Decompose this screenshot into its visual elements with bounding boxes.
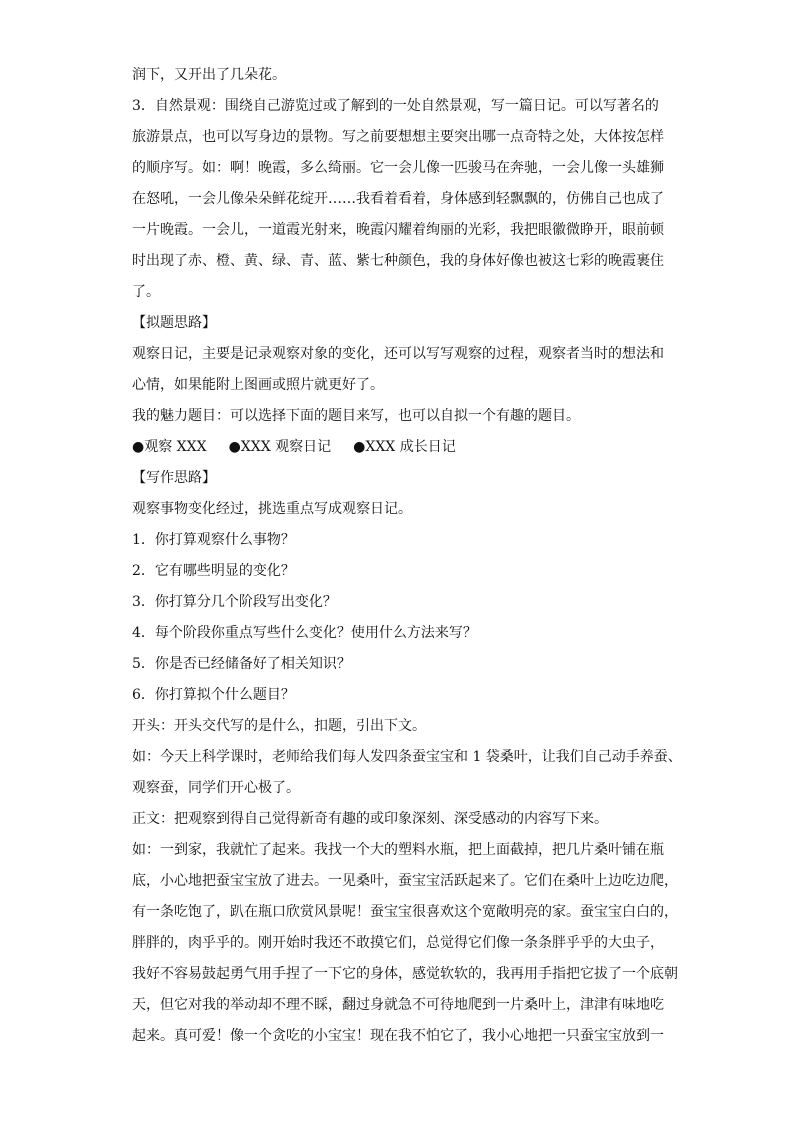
text-line: 了。	[132, 284, 160, 300]
paragraph	[132, 60, 672, 91]
document-page	[132, 60, 682, 1052]
paragraph	[132, 804, 672, 835]
text-line: 如：今天上科学课时，老师给我们每人发四条蚕宝宝和 1 袋桑叶，让我们自己动手养蚕、	[132, 749, 682, 765]
text-line: 观察蚕，同学们开心极了。	[132, 780, 300, 796]
text-line: 6．你打算拟个什么题目？	[132, 687, 295, 703]
text-line: 的顺序写。如：啊！晚霞，多么绮丽。它一会儿像一匹骏马在奔驰，一会儿像一头雄狮	[132, 160, 664, 176]
text-line: 开头：开头交代写的是什么，扣题，引出下文。	[132, 718, 426, 734]
text-line: 4．每个阶段你重点写些什么变化？使用什么方法来写？	[132, 625, 477, 641]
text-line: 2．它有哪些明显的变化？	[132, 563, 295, 579]
text-line: 胖胖的，肉乎乎的。刚开始时我还不敢摸它们，总觉得它们像一条条胖乎乎的大虫子，	[132, 935, 664, 951]
paragraph	[132, 91, 672, 308]
text-line: 【拟题思路】	[132, 315, 216, 331]
text-line: 观察事物变化经过，挑选重点写成观察日记。	[132, 501, 412, 517]
text-line: 我好不容易鼓起勇气用手捏了一下它的身体，感觉软软的，我再用手指把它拔了一个底朝	[132, 966, 678, 982]
paragraph	[132, 835, 678, 1052]
text-line: 有一条吃饱了，趴在瓶口欣赏风景呢！蚕宝宝很喜欢这个宽敞明亮的家。蚕宝宝白白的，	[132, 904, 678, 920]
paragraph	[132, 711, 672, 742]
paragraph	[132, 587, 672, 618]
text-line: 5．你是否已经储备好了相关知识？	[132, 656, 351, 672]
paragraph	[132, 556, 672, 587]
paragraph	[132, 618, 672, 649]
text-line: 【写作思路】	[132, 470, 216, 486]
paragraph	[132, 463, 672, 494]
text-line: 底，小心地把蚕宝宝放了进去。一见桑叶，蚕宝宝活跃起来了。它们在桑叶上边吃边爬，	[132, 873, 678, 889]
title-option: ●XXX 观察日记	[228, 439, 332, 455]
text-line: 时出现了赤、橙、黄、绿、青、蓝、紫七种颜色，我的身体好像也被这七彩的晚霞裹住	[132, 253, 664, 269]
title-option: ●XXX 成长日记	[353, 439, 456, 455]
text-line: 3．你打算分几个阶段写出变化？	[132, 594, 337, 610]
paragraph	[132, 742, 682, 804]
text-line: 3．自然景观：围绕自己游览过或了解到的一处自然景观，写一篇日记。可以写著名的	[132, 98, 659, 114]
text-line: 如：一到家，我就忙了起来。我找一个大的塑料水瓶，把上面截掉，把几片桑叶铺在瓶	[132, 842, 664, 858]
text-line: 旅游景点，也可以写身边的景物。写之前要想想主要突出哪一点奇特之处，大体按怎样	[132, 129, 664, 145]
title-options	[132, 432, 672, 463]
paragraph	[132, 339, 672, 401]
text-line: 起来。真可爱！像一个贪吃的小宝宝！现在我不怕它了，我小心地把一只蚕宝宝放到一	[132, 1028, 664, 1044]
paragraph	[132, 494, 672, 525]
paragraph	[132, 401, 672, 432]
paragraph	[132, 649, 672, 680]
text-line: 天，但它对我的举动却不理不睬，翻过身就急不可待地爬到一片桑叶上，津津有味地吃	[132, 997, 664, 1013]
text-line: 观察日记，主要是记录观察对象的变化，还可以写写观察的过程，观察者当时的想法和	[132, 346, 664, 362]
text-line: 正文：把观察到得自己觉得新奇有趣的或印象深刻、深受感动的内容写下来。	[132, 811, 608, 827]
paragraph	[132, 680, 672, 711]
paragraph	[132, 525, 672, 556]
text-line: 1．你打算观察什么事物？	[132, 532, 295, 548]
text-line: 心情，如果能附上图画或照片就更好了。	[132, 377, 384, 393]
title-option: ●观察 XXX	[132, 439, 207, 455]
text-line: 一片晚霞。一会儿，一道霞光射来，晚霞闪耀着绚丽的光彩，我把眼徽微睁开，眼前顿	[132, 222, 664, 238]
text-line: 润下，又开出了几朵花。	[132, 67, 286, 83]
paragraph	[132, 308, 672, 339]
text-line: 我的魅力题目：可以选择下面的题目来写，也可以自拟一个有趣的题目。	[132, 408, 580, 424]
text-line: 在怒吼，一会儿像朵朵鲜花绽开……我看着看着，身体感到轻飘飘的，仿佛自己也成了	[132, 191, 664, 207]
